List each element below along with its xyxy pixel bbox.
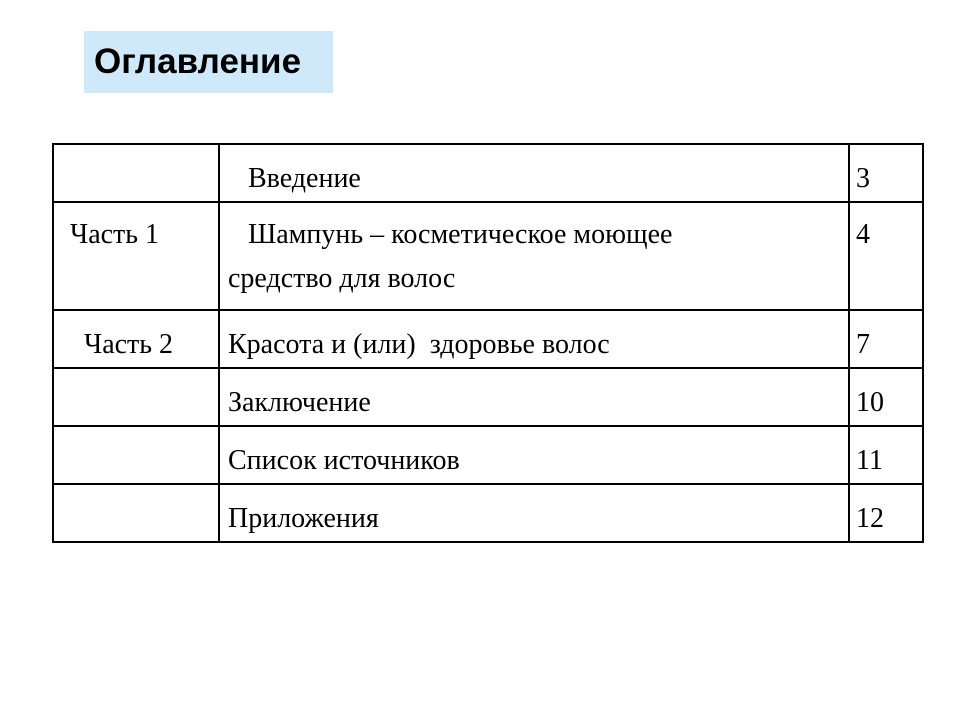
section-title-line-1: Шампунь – косметическое моющее xyxy=(248,219,673,250)
table-row xyxy=(53,202,923,310)
page-number: 3 xyxy=(849,144,923,202)
part-label: Часть 2 xyxy=(84,329,174,360)
page-number: 11 xyxy=(849,426,923,484)
table-row xyxy=(53,484,923,542)
table-row xyxy=(53,368,923,426)
table-row xyxy=(53,426,923,484)
title-cell xyxy=(219,202,849,310)
section-title: Введение xyxy=(248,163,361,194)
table-of-contents xyxy=(52,143,924,543)
page-title: Оглавление xyxy=(94,42,302,81)
section-title: Список источников xyxy=(219,426,849,484)
page-number: 4 xyxy=(849,202,923,310)
part-cell: Часть 1 xyxy=(53,202,219,310)
heading-box xyxy=(84,31,333,93)
table-row xyxy=(53,310,923,368)
page-number: 10 xyxy=(849,368,923,426)
page-number: 12 xyxy=(849,484,923,542)
part-cell xyxy=(53,310,219,368)
part-cell xyxy=(53,484,219,542)
section-title: Красота и (или) здоровье волос xyxy=(219,310,849,368)
section-title: Приложения xyxy=(219,484,849,542)
title-cell xyxy=(219,144,849,202)
part-cell xyxy=(53,368,219,426)
section-title: Заключение xyxy=(219,368,849,426)
section-title-line-2: средство для волос xyxy=(228,263,456,294)
page-number: 7 xyxy=(849,310,923,368)
table-row xyxy=(53,144,923,202)
part-cell xyxy=(53,426,219,484)
part-cell xyxy=(53,144,219,202)
